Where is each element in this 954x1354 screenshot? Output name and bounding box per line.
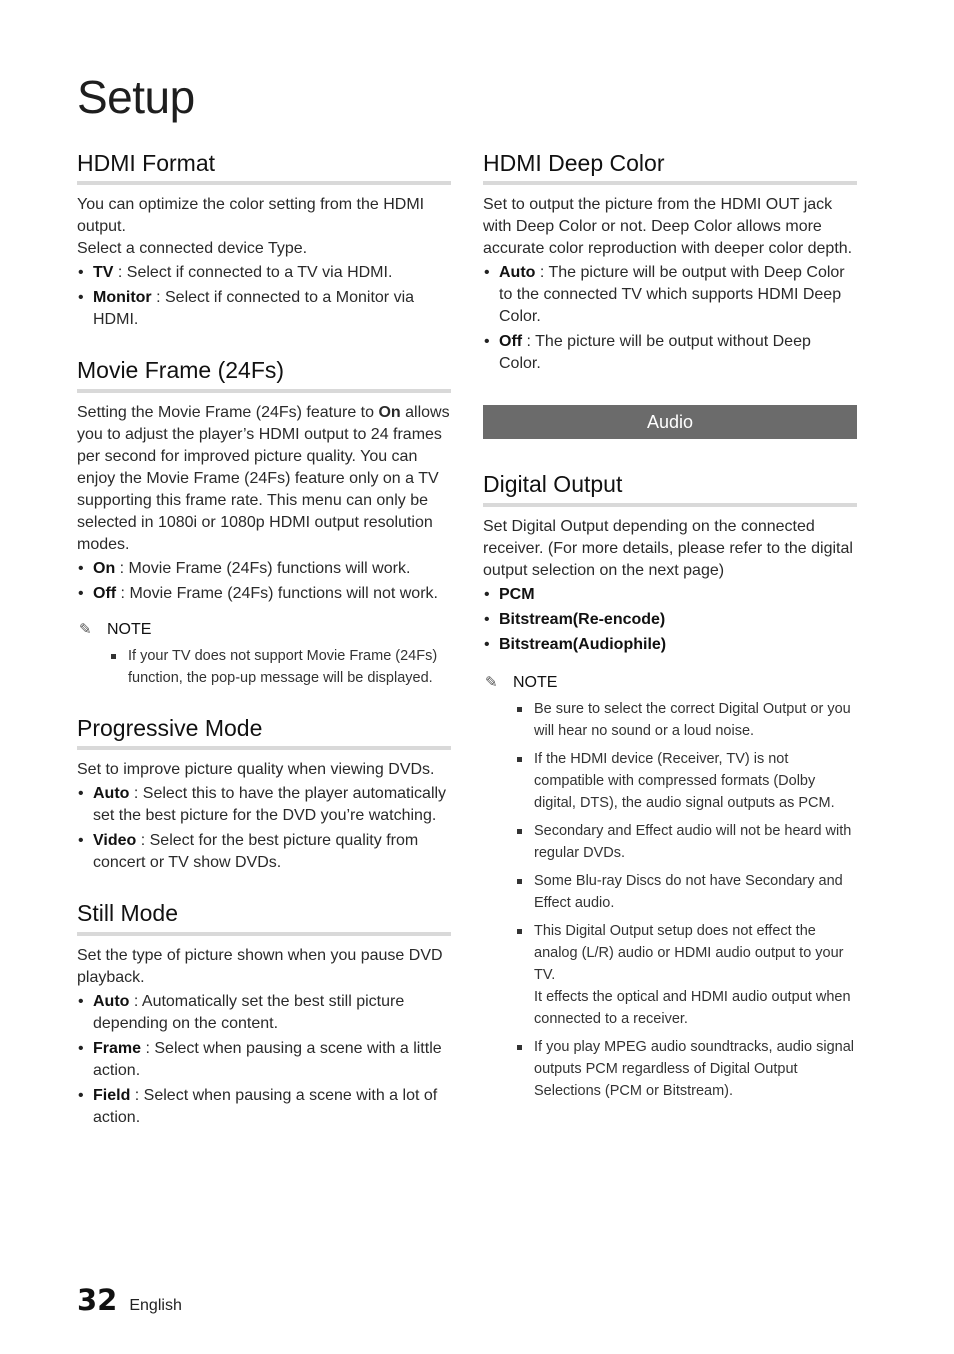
- movie-frame-description: Setting the Movie Frame (24Fs) feature to On allows you to adjust the player’s HDMI output to 24 frames per second for improved picture quality. You can enjoy the Movie Frame (24Fs) feature only on a TV supporting this frame rate. This menu can only be selected in 1080i or 1080p HDMI output resolution modes.: [77, 403, 450, 553]
- pencil-icon: ✎: [79, 620, 92, 638]
- section-hdmi-format: [77, 150, 451, 331]
- section-title-digital-output: Digital Output: [483, 471, 857, 506]
- note-block: [483, 672, 857, 1102]
- section-movie-frame: [77, 357, 451, 688]
- section-title-movie-frame: Movie Frame (24Fs): [77, 357, 451, 392]
- list-item: • TV : Select if connected to a TV via HDMI.: [77, 262, 451, 284]
- left-column: [77, 150, 451, 1155]
- pencil-icon: ✎: [485, 673, 498, 691]
- hdmi-deep-color-description: Set to output the picture from the HDMI OUT jack with Deep Color or not. Deep Color allows more accurate color reproduction with deeper color depth.: [483, 196, 853, 258]
- list-item: • Auto : Select this to have the player automatically set the best picture for the DVD you’re watching.: [77, 783, 451, 827]
- list-item: • Off : Movie Frame (24Fs) functions will not work.: [77, 583, 451, 605]
- list-item: • Auto : Automatically set the best still picture depending on the content.: [77, 991, 451, 1035]
- section-title-hdmi-format: HDMI Format: [77, 150, 451, 185]
- progressive-mode-options: [77, 783, 451, 874]
- list-item: • On : Movie Frame (24Fs) functions will work.: [77, 558, 451, 580]
- movie-frame-options: [77, 558, 451, 605]
- hdmi-format-options: [77, 262, 451, 331]
- note-item: Be sure to select the correct Digital Output or you will hear no sound or a loud noise.: [515, 698, 857, 742]
- section-title-hdmi-deep-color: HDMI Deep Color: [483, 150, 857, 185]
- note-block: [77, 619, 451, 689]
- section-progressive-mode: [77, 715, 451, 874]
- list-item: • Auto : The picture will be output with Deep Color to the connected TV which supports HDMI Deep Color.: [483, 262, 857, 328]
- still-mode-description: Set the type of picture shown when you pause DVD playback.: [77, 946, 443, 986]
- digital-output-description: Set Digital Output depending on the connected receiver. (For more details, please refer to the digital output selection on the next page): [483, 517, 853, 579]
- note-item: If the HDMI device (Receiver, TV) is not compatible with compressed formats (Dolby digital, DTS), the audio signal outputs as PCM.: [515, 748, 857, 814]
- list-item: • Frame : Select when pausing a scene with a little action.: [77, 1038, 451, 1082]
- section-hdmi-deep-color: [483, 150, 857, 375]
- note-item: If you play MPEG audio soundtracks, audio signal outputs PCM regardless of Digital Output Selections (PCM or Bitstream).: [515, 1036, 857, 1102]
- list-item: • Field : Select when pausing a scene with a lot of action.: [77, 1085, 451, 1129]
- section-digital-output: [483, 471, 857, 1101]
- note-item: Secondary and Effect audio will not be heard with regular DVDs.: [515, 820, 857, 864]
- hdmi-format-instruction: Select a connected device Type.: [77, 240, 308, 258]
- list-item: • Bitstream(Re-encode): [483, 609, 857, 631]
- list-item: • Video : Select for the best picture quality from concert or TV show DVDs.: [77, 830, 451, 874]
- audio-category-bar: Audio: [483, 405, 857, 439]
- note-item: If your TV does not support Movie Frame (24Fs) function, the pop-up message will be displayed.: [109, 645, 451, 689]
- section-title-progressive-mode: Progressive Mode: [77, 715, 451, 750]
- note-list: [483, 698, 857, 1102]
- list-item: • Off : The picture will be output without Deep Color.: [483, 331, 857, 375]
- note-item: Some Blu-ray Discs do not have Secondary and Effect audio.: [515, 870, 857, 914]
- list-item: • Monitor : Select if connected to a Monitor via HDMI.: [77, 287, 451, 331]
- note-heading: ✎ NOTE: [483, 672, 857, 694]
- note-list: [77, 645, 451, 689]
- hdmi-deep-color-options: [483, 262, 857, 375]
- list-item: • PCM: [483, 584, 857, 606]
- still-mode-options: [77, 991, 451, 1129]
- list-item: • Bitstream(Audiophile): [483, 634, 857, 656]
- page-title: Setup: [77, 71, 195, 123]
- digital-output-options: [483, 584, 857, 656]
- page-footer: [77, 1283, 182, 1317]
- note-heading: ✎ NOTE: [77, 619, 451, 641]
- section-still-mode: [77, 900, 451, 1128]
- progressive-mode-description: Set to improve picture quality when viewing DVDs.: [77, 761, 435, 779]
- section-title-still-mode: Still Mode: [77, 900, 451, 935]
- language-label: English: [129, 1297, 182, 1314]
- hdmi-format-description: You can optimize the color setting from the HDMI output.: [77, 196, 425, 236]
- note-item: This Digital Output setup does not effect the analog (L/R) audio or HDMI audio output to your TV. It effects the optical and HDMI audio output when connected to a receiver.: [515, 920, 857, 1030]
- page-number: 32: [77, 1283, 118, 1317]
- right-column: [483, 150, 857, 1128]
